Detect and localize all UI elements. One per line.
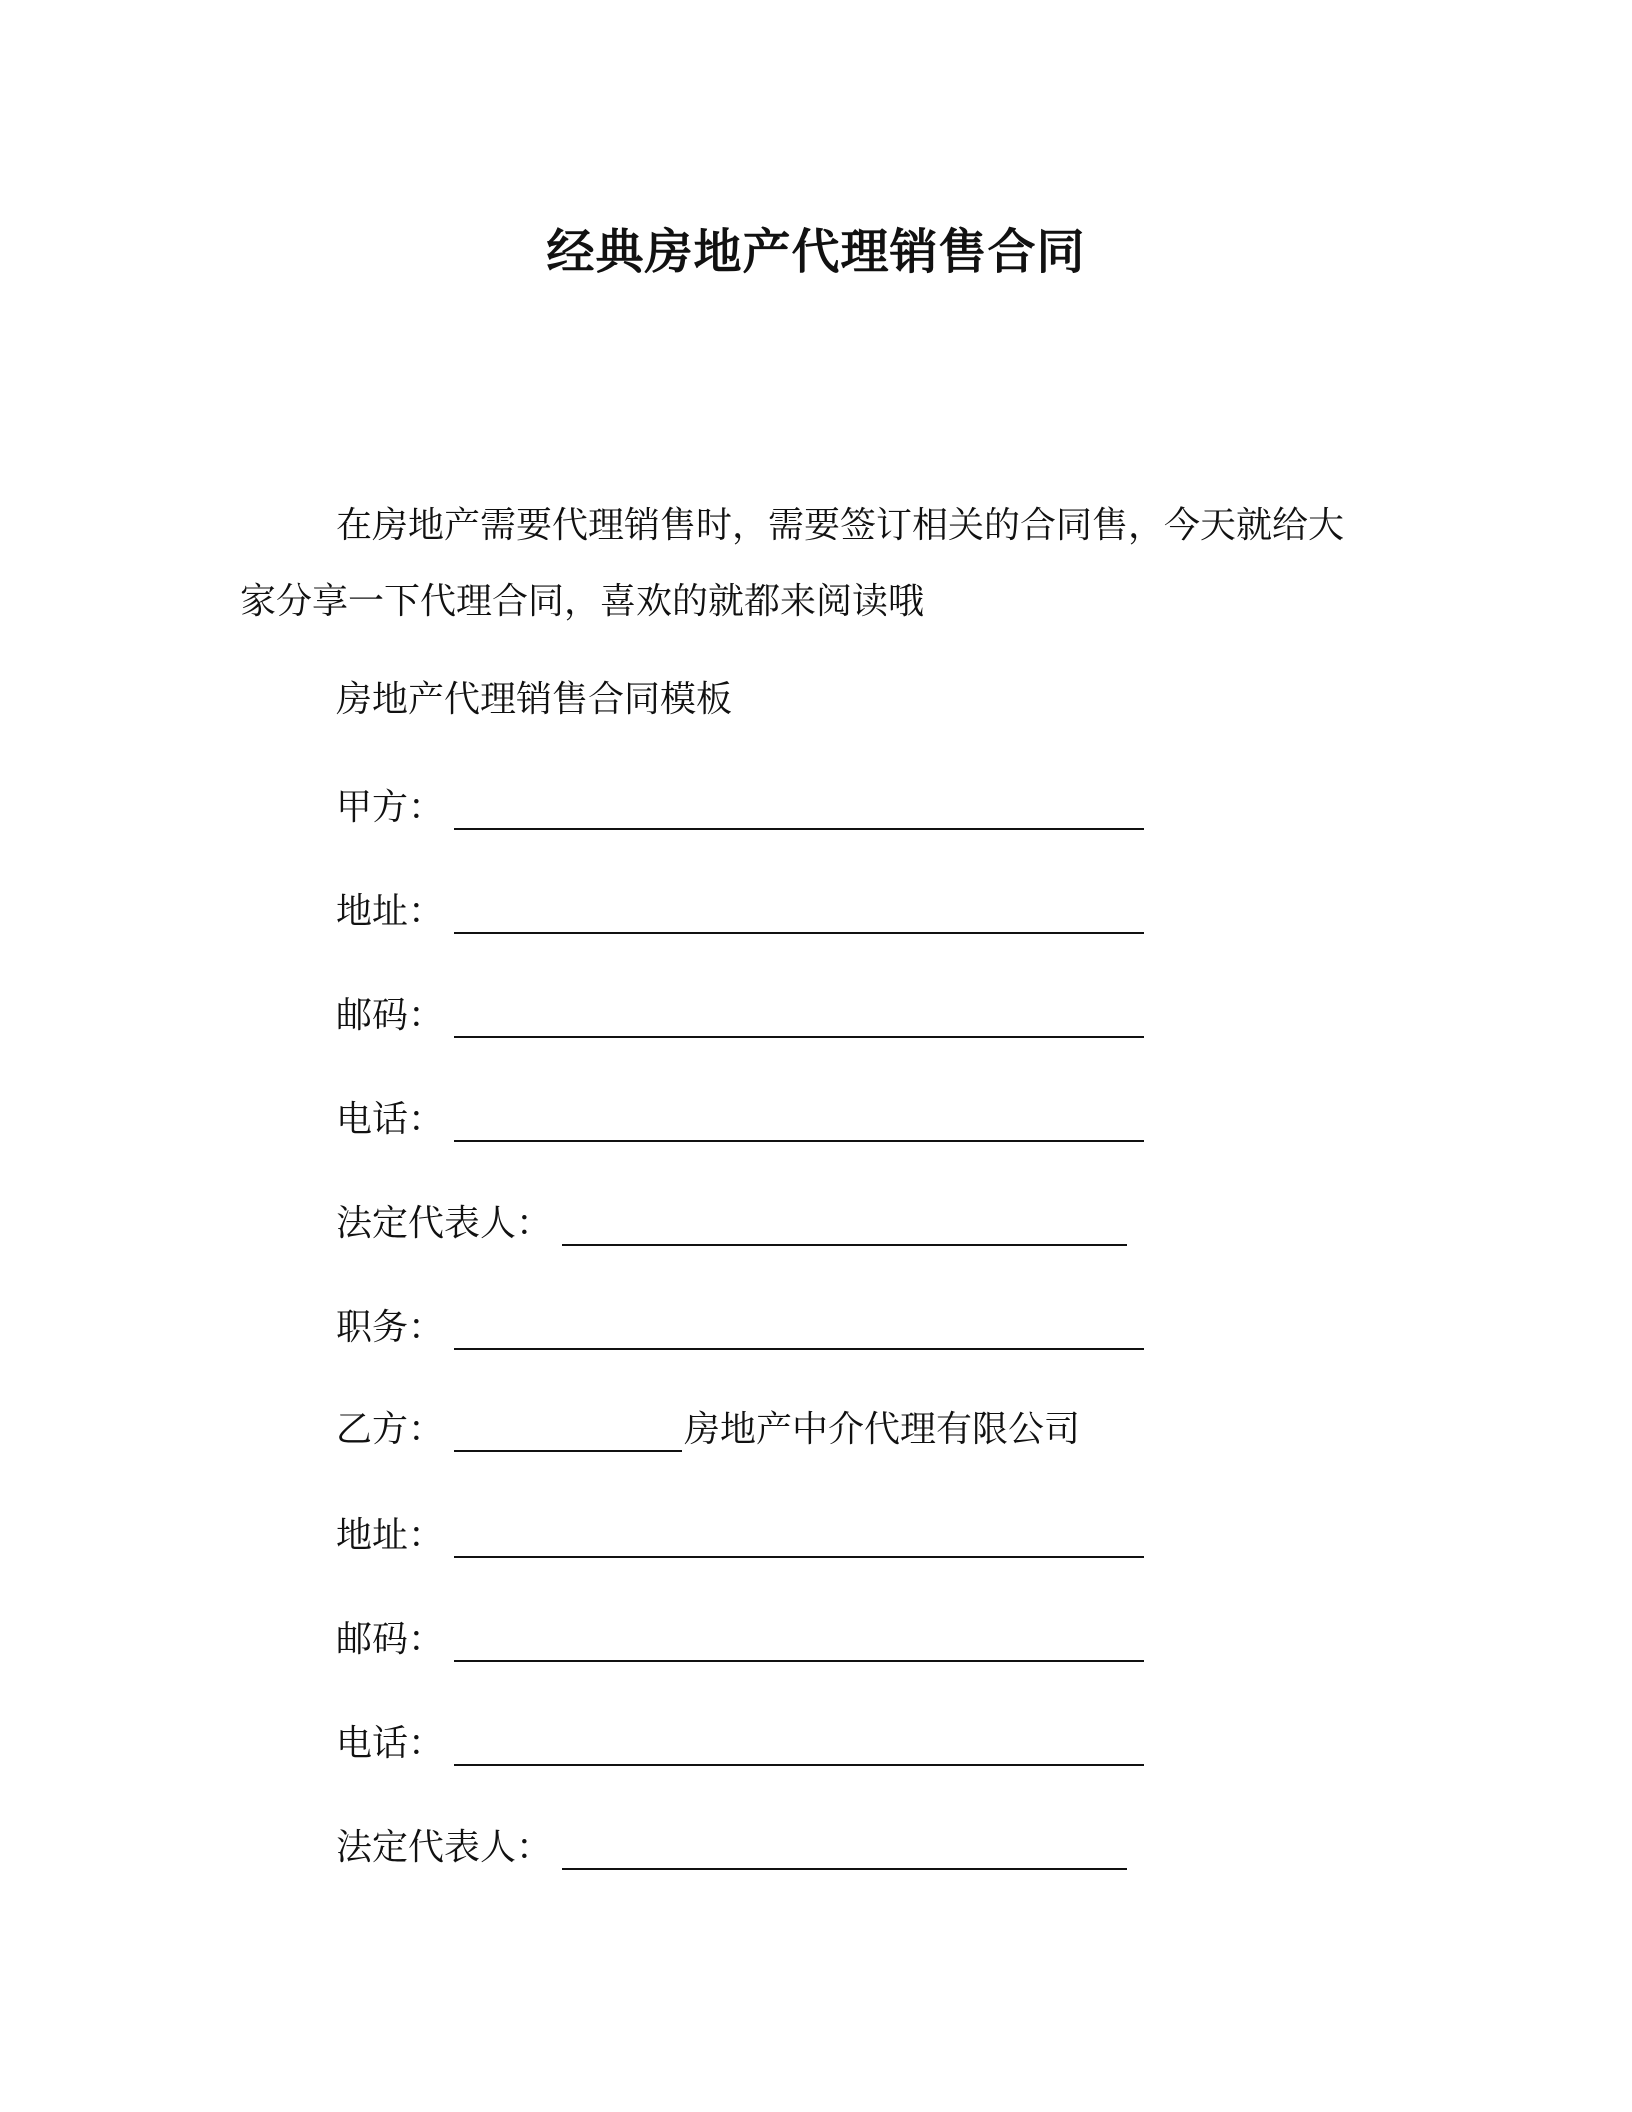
party-a-legal-rep-field — [336, 1196, 1127, 1252]
party-b-phone-field — [336, 1716, 1144, 1772]
party-b-legal-rep-field — [336, 1820, 1127, 1876]
party-b-address-field — [336, 1508, 1144, 1564]
party-b-legal-rep-label: 法定代表人： — [336, 1827, 553, 1868]
party-a-legal-rep-blank[interactable] — [562, 1202, 1127, 1246]
document-title: 经典房地产代理销售合同 — [546, 224, 1086, 280]
party-a-address-label: 地址： — [336, 891, 445, 932]
party-a-postcode-blank[interactable] — [454, 994, 1144, 1038]
party-a-address-field — [336, 884, 1144, 940]
party-b-name-blank[interactable] — [454, 1408, 682, 1452]
party-b-phone-blank[interactable] — [454, 1722, 1144, 1766]
party-a-phone-blank[interactable] — [454, 1098, 1144, 1142]
party-a-phone-label: 电话： — [336, 1099, 445, 1140]
party-b-phone-label: 电话： — [336, 1723, 445, 1764]
party-a-phone-field — [336, 1092, 1144, 1148]
party-b-address-label: 地址： — [336, 1515, 445, 1556]
party-a-postcode-label: 邮码： — [336, 995, 445, 1036]
party-b-postcode-field — [336, 1612, 1144, 1668]
party-a-position-field — [336, 1300, 1144, 1356]
intro-paragraph: 在房地产需要代理销售时，需要签订相关的合同售，今天就给大家分享一下代理合同，喜欢的就都来阅读哦 — [240, 505, 1345, 622]
party-b-name-field — [336, 1402, 1080, 1458]
party-b-postcode-label: 邮码： — [336, 1619, 445, 1660]
party-a-name-field — [336, 780, 1144, 836]
party-a-position-label: 职务： — [336, 1307, 445, 1348]
party-a-name-blank[interactable] — [454, 786, 1144, 830]
party-a-position-blank[interactable] — [454, 1306, 1144, 1350]
party-a-address-blank[interactable] — [454, 890, 1144, 934]
party-b-postcode-blank[interactable] — [454, 1618, 1144, 1662]
party-b-company-suffix: 房地产中介代理有限公司 — [684, 1409, 1081, 1450]
template-title: 房地产代理销售合同模板 — [336, 679, 733, 720]
party-a-legal-rep-label: 法定代表人： — [336, 1203, 553, 1244]
party-b-name-label: 乙方： — [336, 1409, 445, 1450]
party-a-name-label: 甲方： — [336, 787, 445, 828]
party-a-postcode-field — [336, 988, 1144, 1044]
party-b-legal-rep-blank[interactable] — [562, 1826, 1127, 1870]
party-b-address-blank[interactable] — [454, 1514, 1144, 1558]
